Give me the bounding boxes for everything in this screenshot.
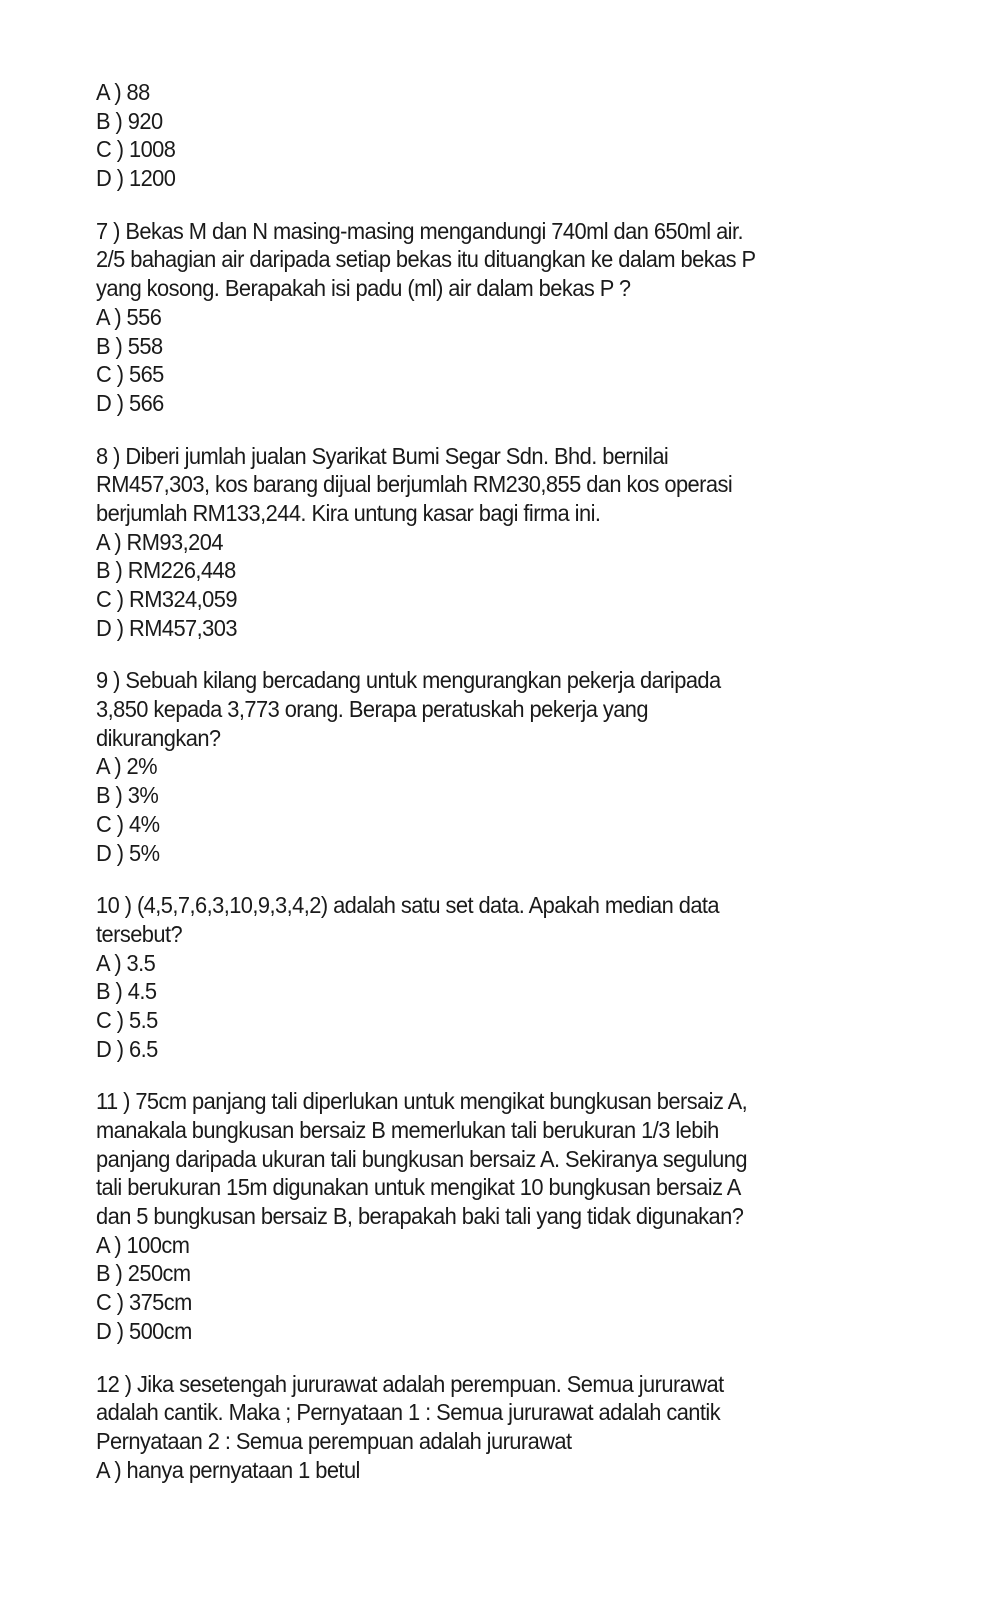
answer-option: D ) 566: [96, 389, 164, 416]
question-block: [96, 666, 976, 867]
answer-option: B ) 3%: [96, 782, 159, 809]
question-block: [96, 442, 976, 643]
answer-option: A ) 556: [96, 303, 162, 330]
question-text-line: berjumlah RM133,244. Kira untung kasar bagi firma ini.: [96, 499, 601, 526]
answer-option: C ) 4%: [96, 810, 160, 837]
answer-option: B ) 250cm: [96, 1260, 191, 1287]
question-text-line: RM457,303, kos barang dijual berjumlah RM230,855 dan kos operasi: [96, 471, 733, 498]
question-block: [96, 217, 976, 418]
answer-option: A ) RM93,204: [96, 528, 223, 555]
answer-option: B ) RM226,448: [96, 557, 236, 584]
answer-option: D ) RM457,303: [96, 614, 237, 641]
quiz-document: [96, 78, 976, 1508]
question-text-line: 2/5 bahagian air daripada setiap bekas itu dituangkan ke dalam bekas P: [96, 246, 756, 273]
question-text-line: adalah cantik. Maka ; Pernyataan 1 : Semua jururawat adalah cantik: [96, 1399, 721, 1426]
question-text-line: tersebut?: [96, 920, 183, 947]
question-block: [96, 1087, 976, 1345]
question-text-line: 8 ) Diberi jumlah jualan Syarikat Bumi Segar Sdn. Bhd. bernilai: [96, 442, 669, 469]
answer-option: A ) 100cm: [96, 1231, 190, 1258]
answer-option: C ) 375cm: [96, 1289, 192, 1316]
answer-option: D ) 6.5: [96, 1035, 158, 1062]
question-block: [96, 78, 976, 193]
question-text-line: 11 ) 75cm panjang tali diperlukan untuk mengikat bungkusan bersaiz A,: [96, 1088, 748, 1115]
answer-option: C ) 5.5: [96, 1006, 158, 1033]
answer-option: D ) 500cm: [96, 1317, 192, 1344]
question-text-line: dan 5 bungkusan bersaiz B, berapakah baki tali yang tidak digunakan?: [96, 1203, 744, 1230]
question-text-line: tali berukuran 15m digunakan untuk mengikat 10 bungkusan bersaiz A: [96, 1174, 741, 1201]
answer-option: A ) 2%: [96, 753, 158, 780]
question-text-line: manakala bungkusan bersaiz B memerlukan tali berukuran 1/3 lebih: [96, 1117, 719, 1143]
question-text-line: dikurangkan?: [96, 724, 221, 751]
question-text-line: 7 ) Bekas M dan N masing-masing mengandungi 740ml dan 650ml air.: [96, 217, 744, 244]
answer-option: C ) 1008: [96, 136, 176, 163]
question-text-line: 3,850 kepada 3,773 orang. Berapa peratuskah pekerja yang: [96, 696, 648, 723]
answer-option: D ) 5%: [96, 839, 160, 866]
question-text-line: 12 ) Jika sesetengah jururawat adalah perempuan. Semua jururawat: [96, 1370, 724, 1397]
question-text-line: 9 ) Sebuah kilang bercadang untuk mengurangkan pekerja daripada: [96, 667, 721, 694]
answer-option: C ) 565: [96, 361, 164, 388]
answer-option: B ) 4.5: [96, 978, 157, 1005]
question-text-line: 10 ) (4,5,7,6,3,10,9,3,4,2) adalah satu set data. Apakah median data: [96, 892, 720, 919]
answer-option: A ) 3.5: [96, 949, 156, 976]
question-text-line: yang kosong. Berapakah isi padu (ml) air dalam bekas P ?: [96, 275, 631, 302]
answer-option: B ) 558: [96, 332, 163, 359]
question-text-line: Pernyataan 2 : Semua perempuan adalah jururawat: [96, 1427, 572, 1454]
answer-option: B ) 920: [96, 107, 163, 134]
question-text-line: panjang daripada ukuran tali bungkusan bersaiz A. Sekiranya segulung: [96, 1145, 747, 1172]
answer-option: D ) 1200: [96, 165, 176, 192]
question-block: [96, 891, 976, 1063]
question-block: [96, 1370, 976, 1485]
answer-option: A ) hanya pernyataan 1 betul: [96, 1456, 360, 1483]
answer-option: C ) RM324,059: [96, 586, 237, 612]
answer-option: A ) 88: [96, 79, 150, 105]
